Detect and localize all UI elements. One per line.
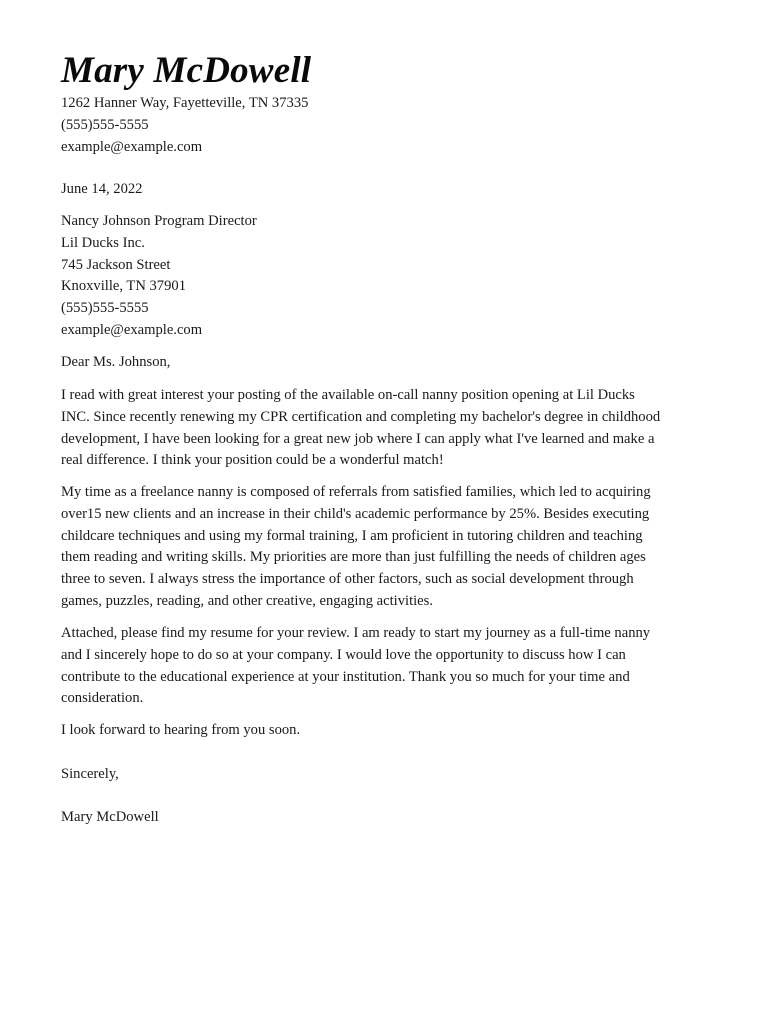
recipient-block (61, 211, 257, 342)
sender-address: 1262 Hanner Way, Fayetteville, TN 37335 (61, 95, 309, 111)
recipient-email: example@example.com (61, 321, 203, 338)
letter-date: June 14, 2022 (61, 181, 143, 197)
sender-phone: (555)555-5555 (61, 116, 149, 133)
salutation: Dear Ms. Johnson, (61, 354, 171, 370)
paragraph-line: and I sincerely hope to do so at your company. I would love the opportunity to discuss how I can (61, 646, 626, 663)
paragraph-line: three to seven. I always stress the importance of other factors, such as social development through (61, 571, 634, 588)
sender-email: example@example.com (61, 138, 203, 155)
paragraph-line: INC. Since recently renewing my CPR certification and completing my bachelor's degree in childhood (61, 408, 661, 425)
signature: Mary McDowell (61, 809, 159, 825)
paragraph-line: games, puzzles, reading, and other creative, engaging activities. (61, 592, 433, 609)
paragraph-line: I read with great interest your posting of the available on-call nanny position opening at Lil Ducks (61, 387, 635, 403)
body-paragraph-2 (61, 482, 651, 613)
recipient-street: 745 Jackson Street (61, 256, 171, 273)
paragraph-line: over15 new clients and an increase in their child's academic performance by 25%. Besides executing (61, 505, 650, 522)
recipient-name-title: Nancy Johnson Program Director (61, 213, 257, 229)
sender-name-heading: Mary McDowell (61, 50, 312, 91)
paragraph-line: development, I have been looking for a great new job where I can apply what I've learned and make a (61, 430, 655, 447)
paragraph-line: them reading and writing skills. My priorities are more than just fulfilling the needs of children ages (61, 549, 646, 566)
body-paragraph-1 (61, 385, 660, 472)
body-paragraph-3 (61, 623, 650, 710)
paragraph-line: real difference. I think your position could be a wonderful match! (61, 452, 444, 469)
recipient-company: Lil Ducks Inc. (61, 234, 145, 251)
paragraph-line: I look forward to hearing from you soon. (61, 722, 301, 738)
recipient-phone: (555)555-5555 (61, 300, 149, 317)
body-paragraph-4 (61, 720, 300, 742)
paragraph-line: consideration. (61, 690, 144, 707)
closing: Sincerely, (61, 766, 119, 782)
paragraph-line: Attached, please find my resume for your review. I am ready to start my journey as a full-time nanny (61, 625, 651, 641)
sender-contact-block (61, 93, 308, 158)
paragraph-line: My time as a freelance nanny is composed of referrals from satisfied families, which led to acquiring (61, 484, 651, 500)
paragraph-line: contribute to the educational experience at your institution. Thank you so much for your time and (61, 668, 630, 685)
paragraph-line: childcare techniques and using my formal training, I am proficient in tutoring children and teaching (61, 527, 643, 544)
recipient-city-state-zip: Knoxville, TN 37901 (61, 278, 186, 295)
